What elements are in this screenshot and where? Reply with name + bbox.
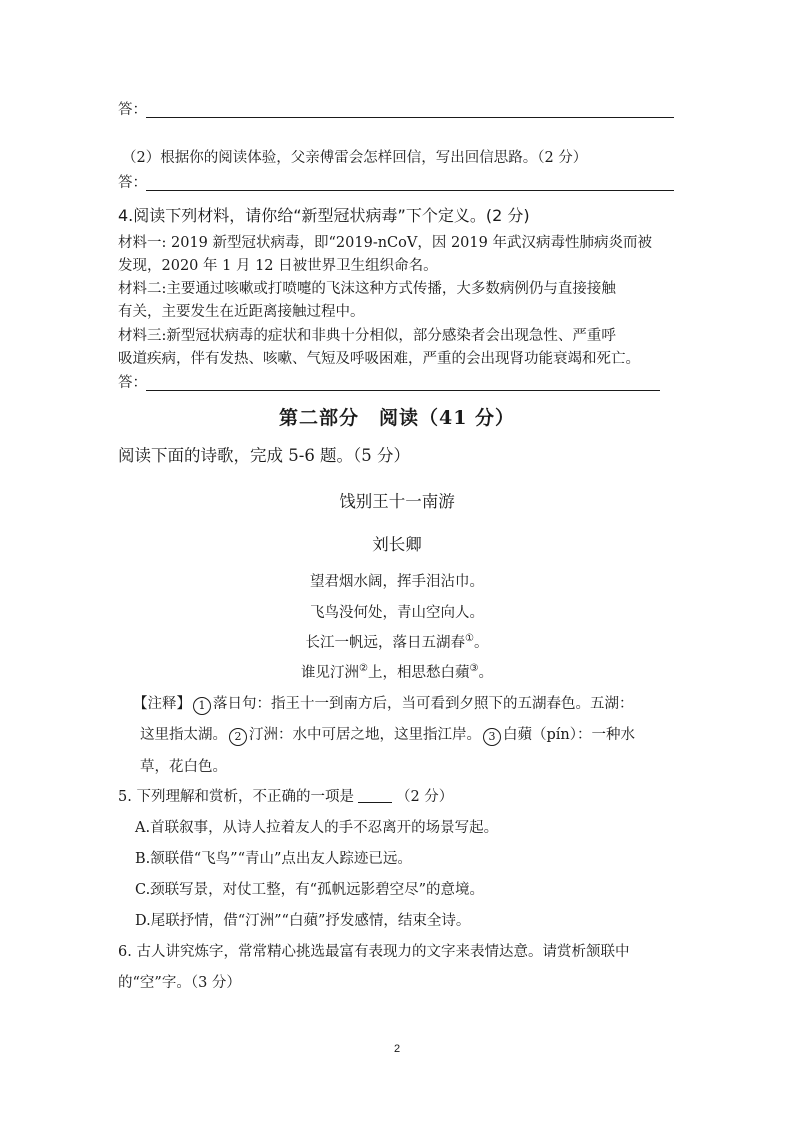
poem-title: 饯别王十一南游 [339,492,455,511]
option-c[interactable]: C.颈联写景，对仗工整，有“孤帆远影碧空尽”的意境。 [135,882,485,898]
poem-instruction: 阅读下面的诗歌，完成 5-6 题。（5 分） [118,446,411,465]
answer-blank-2[interactable] [146,190,674,191]
note-line-1 [133,692,634,716]
part-2-heading: 第二部分 阅读（41 分） [278,407,516,429]
question-3-2: （2）根据你的阅读体验，父亲傅雷会怎样回信，写出回信思路。（2 分） [122,150,588,166]
answer-blank-3[interactable] [146,390,660,391]
note-number-1: 1 [193,697,211,715]
footnote-marker-2: ② [359,663,368,675]
material-1-line-2: 发现，2020 年 1 月 12 日被世界卫生组织命名。 [118,258,438,274]
material-3-line-2: 吸道疾病，伴有发热、咳嗽、气短及呼吸困难，严重的会出现肾功能衰竭和死亡。 [118,351,640,367]
answer-label-3: 答： [118,375,147,391]
poem-line-2: 飞鸟没何处，青山空向人。 [310,605,484,621]
note-3-text: 白蘋（pín）：一种水 [503,727,636,743]
footnote-marker-3: ③ [469,663,479,675]
question-6-line-1: 6. 古人讲究炼字，常常精心挑选最富有表现力的文字来表情达意。请赏析颔联中 [118,944,630,960]
question-5-stem [118,787,453,807]
page-number: 2 [393,1043,401,1055]
question-5-score: （2 分） [395,789,454,805]
option-d[interactable]: D.尾联抒情，借“汀洲”“白蘋”抒发感情，结束全诗。 [135,913,471,929]
note-number-3: 3 [483,728,501,746]
poem-line-4 [0,661,794,682]
note-2-text: 汀洲：水中可居之地，这里指江岸。 [249,727,481,743]
question-6-line-2: 的“空”字。（3 分） [118,975,241,991]
poem-line-3-text: 长江一帆远，落日五湖春 [305,635,466,651]
poem-line-1: 望君烟水阔，挥手泪沾巾。 [310,574,484,590]
poem-line-4-text-b: 上，相思愁白蘋 [368,665,470,681]
material-3-line-1: 材料三:新型冠状病毒的症状和非典十分相似，部分感染者会出现急性、严重呼 [118,328,616,344]
material-1-line-1: 材料一: 2019 新型冠状病毒，即“2019-nCoV，因 2019 年武汉病毒性肺病炎而被 [118,235,652,251]
question-5-blank[interactable] [358,788,392,803]
answer-blank-1[interactable] [146,117,674,118]
poem-line-4-text-a: 谁见汀洲 [301,665,360,681]
note-number-2: 2 [229,728,247,746]
note-label: 【注释】 [133,696,191,712]
note-1-text: 落日句：指王十一到南方后，当可看到夕照下的五湖春色。五湖： [213,696,634,712]
option-b[interactable]: B.颔联借“飞鸟”“青山”点出友人踪迹已远。 [135,851,412,867]
material-2-line-2: 有关，主要发生在近距离接触过程中。 [118,304,365,320]
poem-line-3-end: 。 [473,635,489,651]
option-a[interactable]: A.首联叙事，从诗人拉着友人的手不忍离开的场景写起。 [135,820,499,836]
note-line-2-text-a: 这里指太湖。 [140,727,227,743]
question-5-stem-text: 5. 下列理解和赏析，不正确的一项是 [118,789,354,805]
poem-line-4-end: 。 [478,665,493,681]
answer-label-2: 答： [118,175,147,191]
material-2-line-1: 材料二:主要通过咳嗽或打喷嚏的飞沫这种方式传播，大多数病例仍与直接接触 [118,281,616,297]
poem-line-3 [0,631,794,652]
question-4-title: 4.阅读下列材料，请你给“新型冠状病毒”下个定义。(2 分) [118,206,530,225]
note-line-2 [140,723,635,747]
note-line-3: 草，花白色。 [140,759,227,775]
answer-label-1: 答： [118,102,147,118]
poem-author: 刘长卿 [372,535,422,554]
footnote-marker-1: ① [465,633,474,645]
